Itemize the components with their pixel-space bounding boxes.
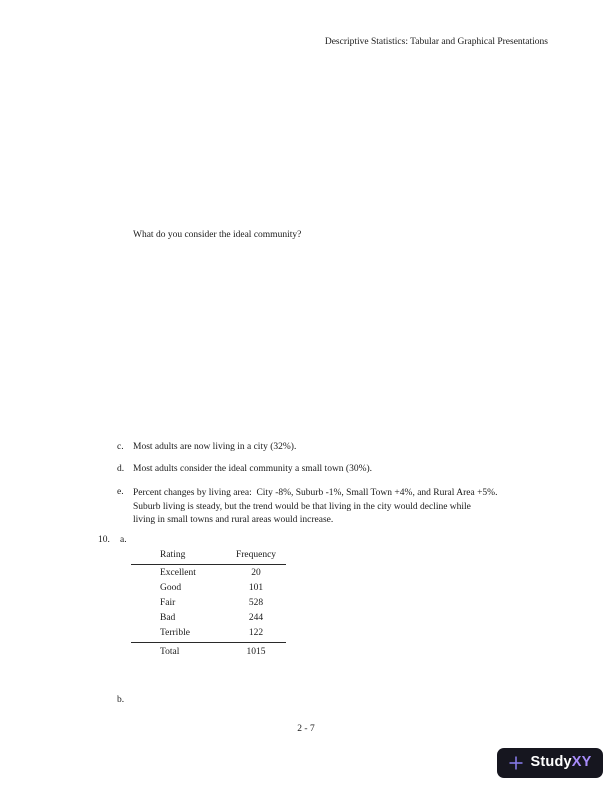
column-header-rating: Rating: [131, 549, 226, 565]
frequency-cell: 20: [251, 568, 261, 578]
answer-text: Most adults are now living in a city (32%).: [133, 442, 297, 452]
answer-label: e.: [117, 487, 124, 497]
answer-text-line: Suburb living is steady, but the trend would be that living in the city would decline while: [133, 501, 471, 512]
total-value-cell: 1015: [246, 647, 266, 657]
table-row: [131, 595, 286, 610]
rating-cell: Bad: [160, 613, 176, 623]
part-label-b: b.: [117, 695, 125, 705]
table-row: [131, 625, 286, 643]
answer-text: Most adults consider the ideal community a small town (30%).: [133, 464, 373, 474]
rating-cell: Terrible: [131, 625, 226, 643]
rating-cell: Excellent: [160, 568, 196, 578]
table-row: [131, 565, 286, 581]
total-label-cell: Total: [160, 647, 180, 657]
answer-item-d: [117, 464, 372, 476]
table-total-row: [131, 643, 286, 660]
answer-item-e: [117, 487, 497, 528]
logo-text: [530, 754, 592, 771]
frequency-cell: 122: [226, 625, 286, 643]
table-row: [131, 580, 286, 595]
rating-frequency-table: [131, 549, 286, 659]
part-label-a: a.: [120, 535, 127, 545]
table-header-row: [131, 549, 286, 565]
column-header-frequency: Frequency: [226, 549, 286, 565]
table-row: [131, 610, 286, 625]
frequency-cell: 101: [248, 583, 264, 593]
rating-cell: Fair: [160, 598, 176, 608]
studyxy-logo[interactable]: [497, 748, 603, 778]
question-text: What do you consider the ideal community?: [133, 230, 302, 240]
answer-label: c.: [117, 442, 124, 452]
frequency-cell: 244: [248, 613, 264, 623]
page-header-title: Descriptive Statistics: Tabular and Graphical Presentations: [324, 37, 548, 47]
answer-text-line: living in small towns and rural areas would increase.: [133, 515, 334, 526]
frequency-cell: 528: [248, 598, 264, 608]
logo-text-xy: XY: [571, 754, 592, 771]
rating-cell: Good: [160, 583, 182, 593]
logo-text-study: Study: [530, 754, 572, 771]
answer-text-line: Percent changes by living area: City -8%, Suburb -1%, Small Town +4%, and Rural Area +5%.: [133, 488, 498, 498]
page-number: 2 - 7: [297, 724, 315, 734]
answer-label: d.: [117, 464, 125, 474]
plus-icon: [508, 755, 524, 771]
answer-item-c: [117, 442, 296, 454]
problem-number: 10.: [98, 535, 110, 545]
